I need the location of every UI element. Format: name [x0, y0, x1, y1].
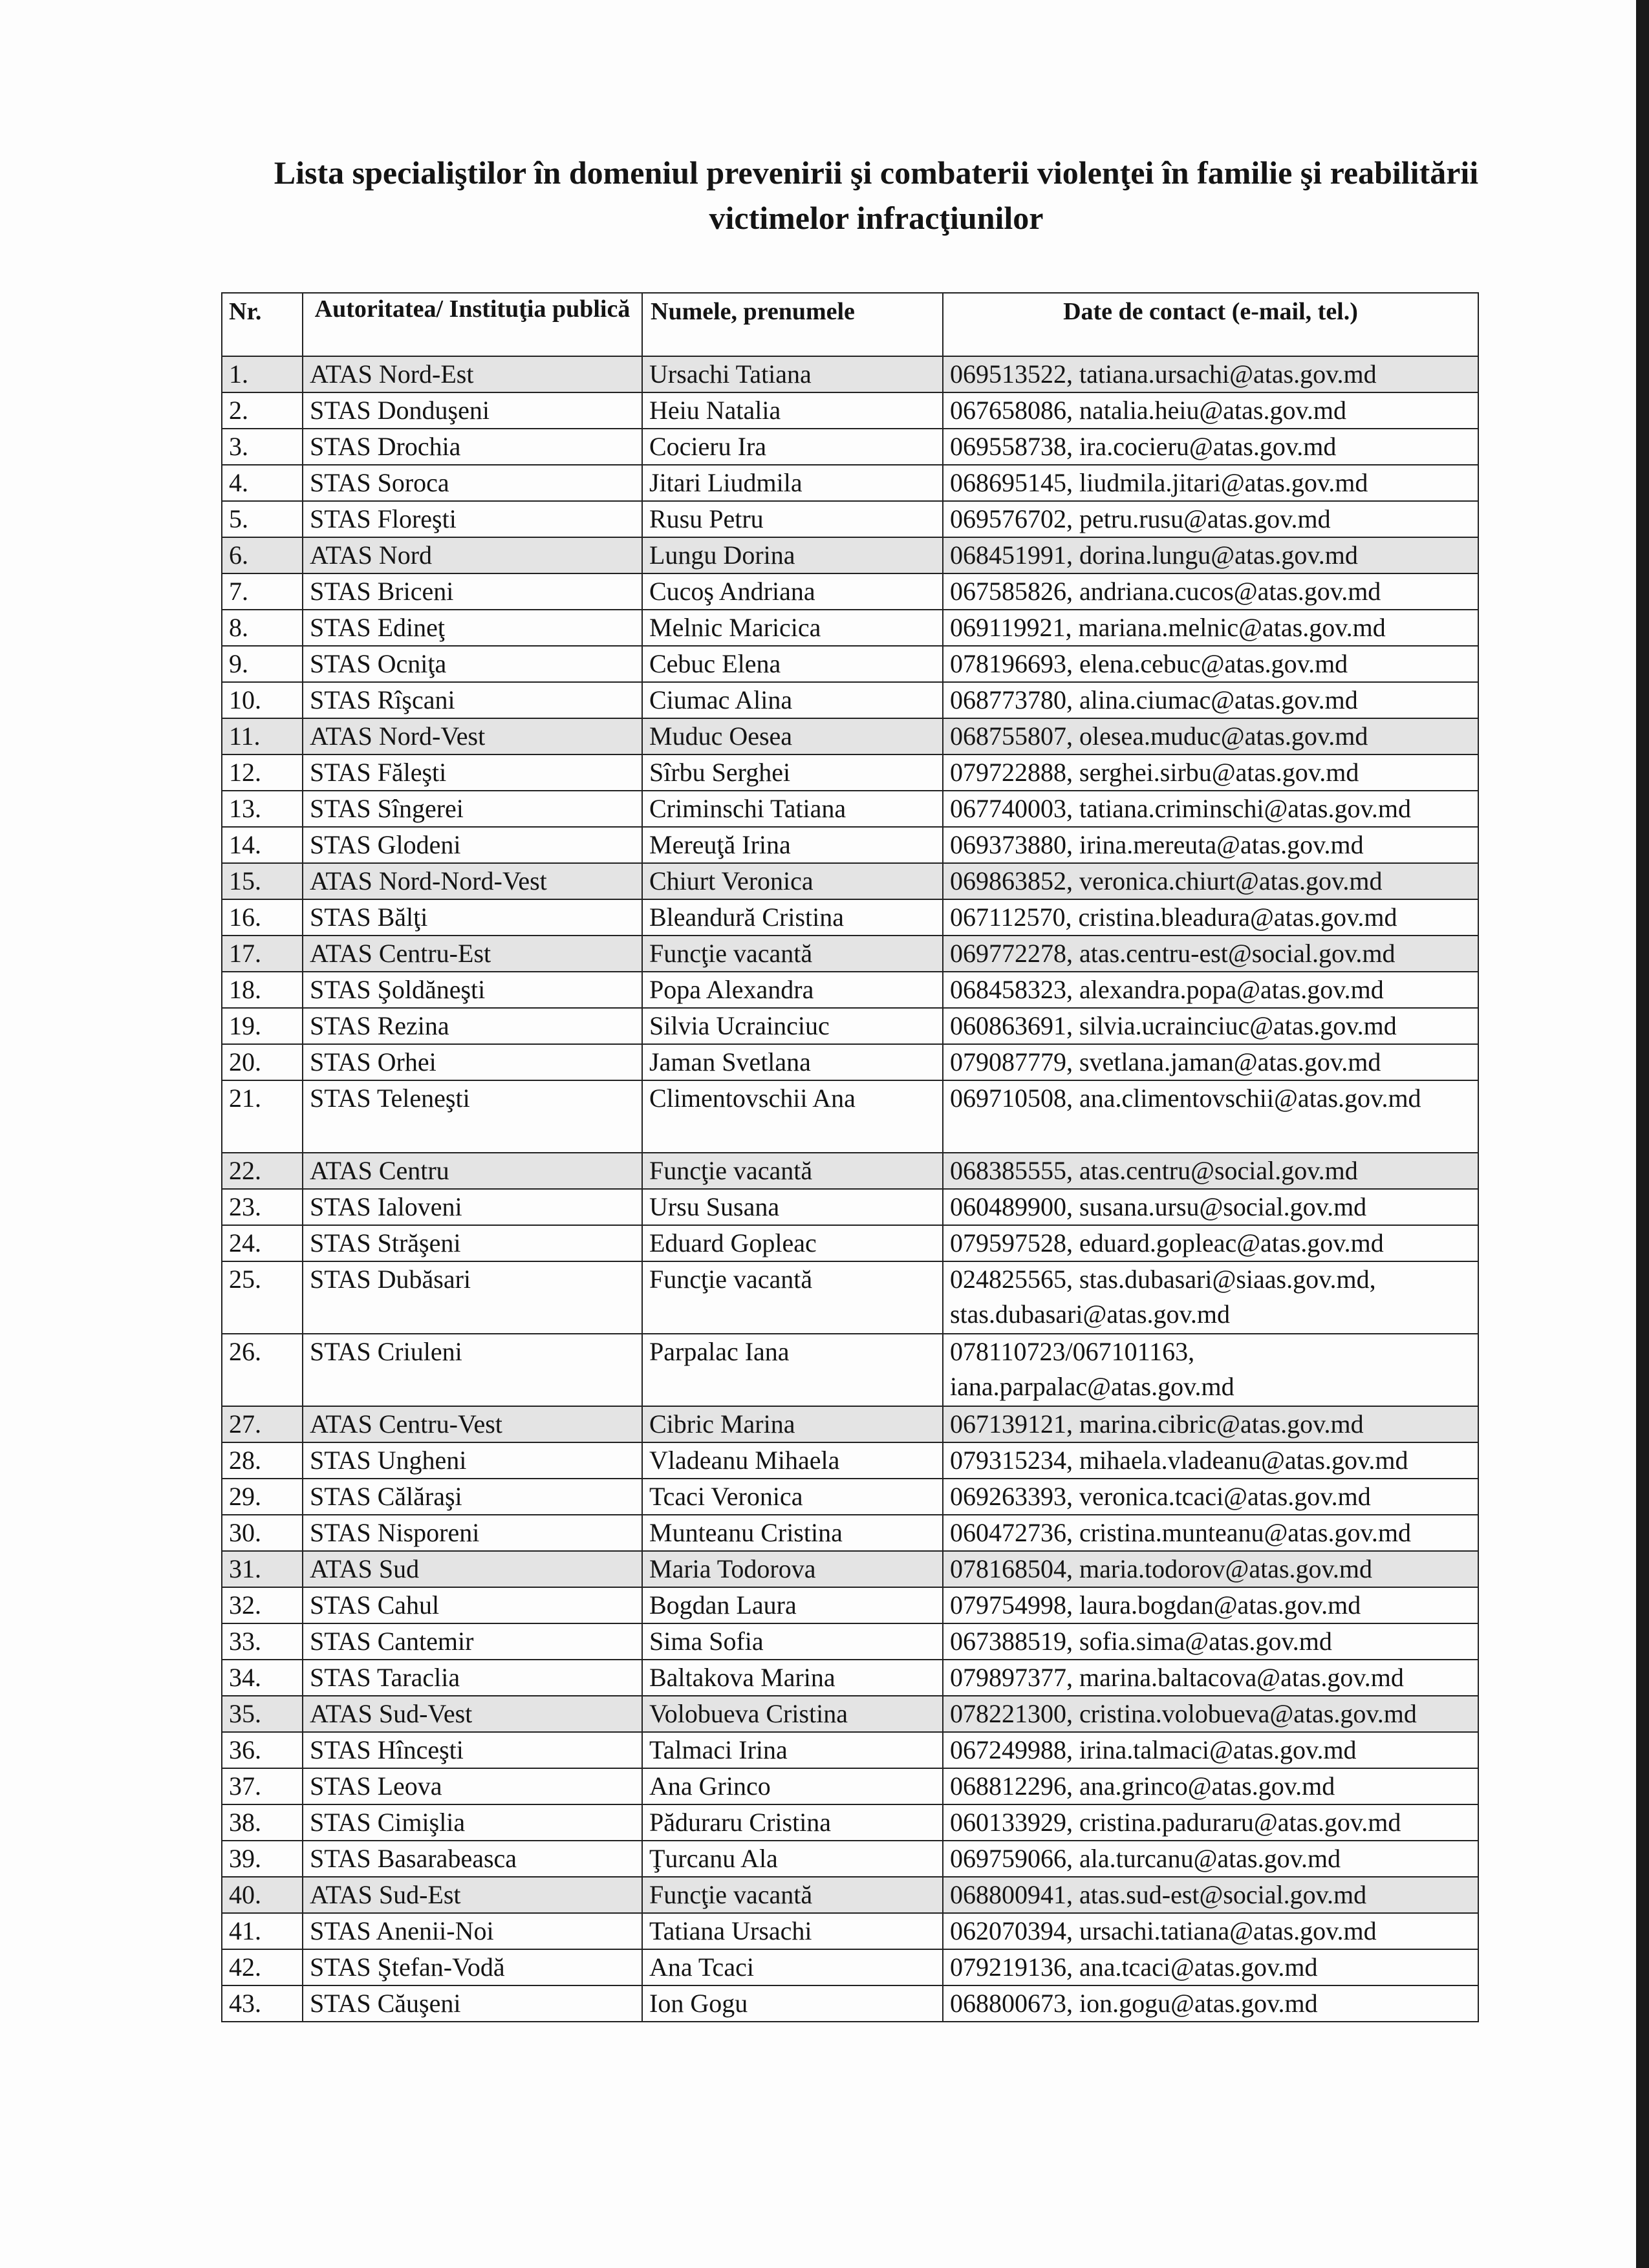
- cell-nr: 30.: [222, 1515, 303, 1551]
- cell-contact: 068800941, atas.sud-est@social.gov.md: [943, 1877, 1478, 1913]
- cell-name: Funcţie vacantă: [642, 1261, 943, 1334]
- cell-contact: 067658086, natalia.heiu@atas.gov.md: [943, 392, 1478, 429]
- cell-nr: 15.: [222, 863, 303, 899]
- cell-name: Criminschi Tatiana: [642, 791, 943, 827]
- table-row: [222, 356, 1478, 392]
- cell-nr: 29.: [222, 1479, 303, 1515]
- table-row: [222, 899, 1478, 936]
- cell-contact: 068695145, liudmila.jitari@atas.gov.md: [943, 465, 1478, 501]
- cell-contact: 068800673, ion.gogu@atas.gov.md: [943, 1985, 1478, 2022]
- cell-institution: STAS Ialoveni: [303, 1189, 642, 1225]
- cell-nr: 20.: [222, 1044, 303, 1080]
- cell-nr: 28.: [222, 1442, 303, 1479]
- cell-name: Munteanu Cristina: [642, 1515, 943, 1551]
- cell-contact: 067112570, cristina.bleadura@atas.gov.md: [943, 899, 1478, 936]
- cell-institution: STAS Nisporeni: [303, 1515, 642, 1551]
- cell-institution: STAS Teleneşti: [303, 1080, 642, 1153]
- cell-institution: STAS Dubăsari: [303, 1261, 642, 1334]
- table-row: [222, 1660, 1478, 1696]
- table-row: [222, 501, 1478, 537]
- cell-name: Silvia Ucrainciuc: [642, 1008, 943, 1044]
- table-row: [222, 1949, 1478, 1985]
- cell-institution: STAS Briceni: [303, 573, 642, 610]
- cell-contact: 069373880, irina.mereuta@atas.gov.md: [943, 827, 1478, 863]
- cell-institution: STAS Căuşeni: [303, 1985, 642, 2022]
- cell-institution: ATAS Centru: [303, 1153, 642, 1189]
- cell-contact: 079722888, serghei.sirbu@atas.gov.md: [943, 754, 1478, 791]
- cell-name: Climentovschii Ana: [642, 1080, 943, 1153]
- cell-institution: STAS Cahul: [303, 1587, 642, 1623]
- cell-name: Vladeanu Mihaela: [642, 1442, 943, 1479]
- cell-nr: 3.: [222, 429, 303, 465]
- cell-contact: 060489900, susana.ursu@social.gov.md: [943, 1189, 1478, 1225]
- header-nr: Nr.: [222, 293, 303, 356]
- table-row: [222, 1189, 1478, 1225]
- cell-nr: 41.: [222, 1913, 303, 1949]
- cell-nr: 23.: [222, 1189, 303, 1225]
- cell-institution: ATAS Nord: [303, 537, 642, 573]
- cell-nr: 37.: [222, 1768, 303, 1804]
- cell-contact: 079315234, mihaela.vladeanu@atas.gov.md: [943, 1442, 1478, 1479]
- cell-nr: 14.: [222, 827, 303, 863]
- table-row: [222, 1804, 1478, 1841]
- table-row: [222, 1623, 1478, 1660]
- document-title: Lista specialiştilor în domeniul prevenirii şi combaterii violenţei în familie şi reabilitării victimelor infracţiunilor: [274, 155, 1479, 236]
- table-row: [222, 682, 1478, 718]
- cell-nr: 17.: [222, 936, 303, 972]
- cell-nr: 5.: [222, 501, 303, 537]
- cell-name: Funcţie vacantă: [642, 1877, 943, 1913]
- table-row: [222, 754, 1478, 791]
- cell-nr: 38.: [222, 1804, 303, 1841]
- cell-contact: 067740003, tatiana.criminschi@atas.gov.md: [943, 791, 1478, 827]
- table-row: [222, 863, 1478, 899]
- table-row: [222, 573, 1478, 610]
- cell-institution: STAS Străşeni: [303, 1225, 642, 1261]
- cell-nr: 7.: [222, 573, 303, 610]
- cell-nr: 19.: [222, 1008, 303, 1044]
- table-row: [222, 465, 1478, 501]
- scan-edge: [1636, 0, 1649, 2268]
- cell-nr: 42.: [222, 1949, 303, 1985]
- cell-name: Sîrbu Serghei: [642, 754, 943, 791]
- cell-contact: 068451991, dorina.lungu@atas.gov.md: [943, 537, 1478, 573]
- cell-name: Tcaci Veronica: [642, 1479, 943, 1515]
- cell-contact: 069119921, mariana.melnic@atas.gov.md: [943, 610, 1478, 646]
- cell-name: Ana Grinco: [642, 1768, 943, 1804]
- cell-name: Eduard Gopleac: [642, 1225, 943, 1261]
- cell-institution: STAS Drochia: [303, 429, 642, 465]
- table-row: [222, 1841, 1478, 1877]
- cell-nr: 39.: [222, 1841, 303, 1877]
- cell-nr: 22.: [222, 1153, 303, 1189]
- cell-nr: 9.: [222, 646, 303, 682]
- cell-nr: 33.: [222, 1623, 303, 1660]
- table-row: [222, 1225, 1478, 1261]
- cell-institution: ATAS Sud-Vest: [303, 1696, 642, 1732]
- table-row: [222, 1442, 1478, 1479]
- cell-name: Mereuţă Irina: [642, 827, 943, 863]
- cell-nr: 43.: [222, 1985, 303, 2022]
- table-row: [222, 936, 1478, 972]
- cell-institution: STAS Hînceşti: [303, 1732, 642, 1768]
- cell-contact: 060133929, cristina.paduraru@atas.gov.md: [943, 1804, 1478, 1841]
- cell-name: Ana Tcaci: [642, 1949, 943, 1985]
- cell-institution: STAS Ocniţa: [303, 646, 642, 682]
- table-row: [222, 1913, 1478, 1949]
- table-row: [222, 1768, 1478, 1804]
- cell-nr: 34.: [222, 1660, 303, 1696]
- cell-contact: 078110723/067101163, iana.parpalac@atas.gov.md: [943, 1334, 1478, 1406]
- cell-nr: 24.: [222, 1225, 303, 1261]
- cell-nr: 26.: [222, 1334, 303, 1406]
- table-row: [222, 791, 1478, 827]
- cell-institution: STAS Şoldăneşti: [303, 972, 642, 1008]
- cell-nr: 4.: [222, 465, 303, 501]
- cell-contact: 079219136, ana.tcaci@atas.gov.md: [943, 1949, 1478, 1985]
- cell-nr: 13.: [222, 791, 303, 827]
- cell-name: Heiu Natalia: [642, 392, 943, 429]
- cell-name: Rusu Petru: [642, 501, 943, 537]
- cell-contact: 067249988, irina.talmaci@atas.gov.md: [943, 1732, 1478, 1768]
- table-row: [222, 392, 1478, 429]
- cell-institution: STAS Făleşti: [303, 754, 642, 791]
- table-row: [222, 1985, 1478, 2022]
- cell-institution: STAS Taraclia: [303, 1660, 642, 1696]
- specialists-table: [221, 292, 1479, 2022]
- table-row: [222, 610, 1478, 646]
- cell-nr: 11.: [222, 718, 303, 754]
- cell-institution: STAS Rîşcani: [303, 682, 642, 718]
- cell-contact: 060472736, cristina.munteanu@atas.gov.md: [943, 1515, 1478, 1551]
- table-row: [222, 1551, 1478, 1587]
- cell-contact: 068812296, ana.grinco@atas.gov.md: [943, 1768, 1478, 1804]
- cell-institution: ATAS Sud-Est: [303, 1877, 642, 1913]
- cell-institution: STAS Leova: [303, 1768, 642, 1804]
- cell-contact: 079754998, laura.bogdan@atas.gov.md: [943, 1587, 1478, 1623]
- cell-contact: 024825565, stas.dubasari@siaas.gov.md, stas.dubasari@atas.gov.md: [943, 1261, 1478, 1334]
- cell-institution: STAS Rezina: [303, 1008, 642, 1044]
- cell-contact: 079597528, eduard.gopleac@atas.gov.md: [943, 1225, 1478, 1261]
- table-header-row: [222, 293, 1478, 356]
- cell-name: Volobueva Cristina: [642, 1696, 943, 1732]
- cell-institution: ATAS Nord-Vest: [303, 718, 642, 754]
- cell-nr: 35.: [222, 1696, 303, 1732]
- cell-nr: 10.: [222, 682, 303, 718]
- cell-institution: STAS Anenii-Noi: [303, 1913, 642, 1949]
- cell-name: Bogdan Laura: [642, 1587, 943, 1623]
- cell-contact: 068773780, alina.ciumac@atas.gov.md: [943, 682, 1478, 718]
- cell-contact: 078221300, cristina.volobueva@atas.gov.md: [943, 1696, 1478, 1732]
- cell-institution: STAS Cantemir: [303, 1623, 642, 1660]
- cell-name: Muduc Oesea: [642, 718, 943, 754]
- cell-contact: 079087779, svetlana.jaman@atas.gov.md: [943, 1044, 1478, 1080]
- cell-institution: STAS Criuleni: [303, 1334, 642, 1406]
- cell-contact: 062070394, ursachi.tatiana@atas.gov.md: [943, 1913, 1478, 1949]
- cell-nr: 16.: [222, 899, 303, 936]
- cell-contact: 069759066, ala.turcanu@atas.gov.md: [943, 1841, 1478, 1877]
- cell-nr: 18.: [222, 972, 303, 1008]
- table-row: [222, 1044, 1478, 1080]
- cell-name: Chiurt Veronica: [642, 863, 943, 899]
- table-row: [222, 429, 1478, 465]
- cell-contact: 068458323, alexandra.popa@atas.gov.md: [943, 972, 1478, 1008]
- cell-institution: ATAS Nord-Est: [303, 356, 642, 392]
- cell-contact: 068385555, atas.centru@social.gov.md: [943, 1153, 1478, 1189]
- cell-name: Cucoş Andriana: [642, 573, 943, 610]
- cell-name: Melnic Maricica: [642, 610, 943, 646]
- cell-nr: 32.: [222, 1587, 303, 1623]
- cell-institution: ATAS Sud: [303, 1551, 642, 1587]
- header-contact: Date de contact (e-mail, tel.): [943, 293, 1478, 356]
- cell-name: Ursu Susana: [642, 1189, 943, 1225]
- cell-contact: 067139121, marina.cibric@atas.gov.md: [943, 1406, 1478, 1442]
- cell-institution: ATAS Centru-Vest: [303, 1406, 642, 1442]
- cell-name: Jitari Liudmila: [642, 465, 943, 501]
- cell-institution: STAS Glodeni: [303, 827, 642, 863]
- cell-institution: STAS Edineţ: [303, 610, 642, 646]
- cell-institution: STAS Călăraşi: [303, 1479, 642, 1515]
- cell-contact: 069710508, ana.climentovschii@atas.gov.md: [943, 1080, 1478, 1153]
- cell-name: Cibric Marina: [642, 1406, 943, 1442]
- cell-institution: STAS Bălţi: [303, 899, 642, 936]
- cell-contact: 069263393, veronica.tcaci@atas.gov.md: [943, 1479, 1478, 1515]
- cell-institution: STAS Orhei: [303, 1044, 642, 1080]
- cell-name: Baltakova Marina: [642, 1660, 943, 1696]
- cell-nr: 8.: [222, 610, 303, 646]
- header-name: Numele, prenumele: [642, 293, 943, 356]
- header-institution: Autoritatea/ Instituţia publică: [303, 293, 642, 356]
- table-row: [222, 1334, 1478, 1406]
- cell-nr: 36.: [222, 1732, 303, 1768]
- cell-contact: 068755807, olesea.muduc@atas.gov.md: [943, 718, 1478, 754]
- cell-name: Popa Alexandra: [642, 972, 943, 1008]
- cell-institution: ATAS Centru-Est: [303, 936, 642, 972]
- cell-name: Cocieru Ira: [642, 429, 943, 465]
- table-row: [222, 1479, 1478, 1515]
- cell-name: Talmaci Irina: [642, 1732, 943, 1768]
- table-row: [222, 1080, 1478, 1153]
- cell-nr: 40.: [222, 1877, 303, 1913]
- table-row: [222, 1515, 1478, 1551]
- table-row: [222, 1877, 1478, 1913]
- table-row: [222, 646, 1478, 682]
- cell-nr: 31.: [222, 1551, 303, 1587]
- cell-name: Ion Gogu: [642, 1985, 943, 2022]
- cell-institution: STAS Cimişlia: [303, 1804, 642, 1841]
- cell-name: Parpalac Iana: [642, 1334, 943, 1406]
- table-row: [222, 1587, 1478, 1623]
- cell-institution: STAS Floreşti: [303, 501, 642, 537]
- table-row: [222, 537, 1478, 573]
- cell-nr: 21.: [222, 1080, 303, 1153]
- table-row: [222, 1153, 1478, 1189]
- cell-name: Ciumac Alina: [642, 682, 943, 718]
- cell-contact: 069772278, atas.centru-est@social.gov.md: [943, 936, 1478, 972]
- cell-contact: 078168504, maria.todorov@atas.gov.md: [943, 1551, 1478, 1587]
- cell-institution: STAS Sîngerei: [303, 791, 642, 827]
- cell-name: Funcţie vacantă: [642, 936, 943, 972]
- cell-contact: 069513522, tatiana.ursachi@atas.gov.md: [943, 356, 1478, 392]
- cell-institution: STAS Soroca: [303, 465, 642, 501]
- cell-nr: 2.: [222, 392, 303, 429]
- cell-institution: STAS Ştefan-Vodă: [303, 1949, 642, 1985]
- cell-contact: 060863691, silvia.ucrainciuc@atas.gov.md: [943, 1008, 1478, 1044]
- cell-name: Cebuc Elena: [642, 646, 943, 682]
- cell-contact: 067585826, andriana.cucos@atas.gov.md: [943, 573, 1478, 610]
- cell-institution: STAS Donduşeni: [303, 392, 642, 429]
- cell-name: Maria Todorova: [642, 1551, 943, 1587]
- cell-contact: 067388519, sofia.sima@atas.gov.md: [943, 1623, 1478, 1660]
- cell-name: Tatiana Ursachi: [642, 1913, 943, 1949]
- cell-nr: 12.: [222, 754, 303, 791]
- cell-contact: 079897377, marina.baltacova@atas.gov.md: [943, 1660, 1478, 1696]
- cell-name: Ursachi Tatiana: [642, 356, 943, 392]
- table-row: [222, 1696, 1478, 1732]
- cell-name: Sima Sofia: [642, 1623, 943, 1660]
- table-row: [222, 827, 1478, 863]
- cell-nr: 1.: [222, 356, 303, 392]
- cell-contact: 069576702, petru.rusu@atas.gov.md: [943, 501, 1478, 537]
- cell-name: Bleandură Cristina: [642, 899, 943, 936]
- table-row: [222, 1008, 1478, 1044]
- cell-contact: 078196693, elena.cebuc@atas.gov.md: [943, 646, 1478, 682]
- cell-name: Jaman Svetlana: [642, 1044, 943, 1080]
- cell-name: Păduraru Cristina: [642, 1804, 943, 1841]
- table-row: [222, 1261, 1478, 1334]
- cell-nr: 6.: [222, 537, 303, 573]
- cell-institution: STAS Basarabeasca: [303, 1841, 642, 1877]
- table-row: [222, 972, 1478, 1008]
- cell-name: Ţurcanu Ala: [642, 1841, 943, 1877]
- table-row: [222, 1732, 1478, 1768]
- cell-name: Lungu Dorina: [642, 537, 943, 573]
- table-row: [222, 718, 1478, 754]
- cell-contact: 069863852, veronica.chiurt@atas.gov.md: [943, 863, 1478, 899]
- cell-contact: 069558738, ira.cocieru@atas.gov.md: [943, 429, 1478, 465]
- cell-name: Funcţie vacantă: [642, 1153, 943, 1189]
- cell-institution: STAS Ungheni: [303, 1442, 642, 1479]
- cell-institution: ATAS Nord-Nord-Vest: [303, 863, 642, 899]
- cell-nr: 25.: [222, 1261, 303, 1334]
- cell-nr: 27.: [222, 1406, 303, 1442]
- table-row: [222, 1406, 1478, 1442]
